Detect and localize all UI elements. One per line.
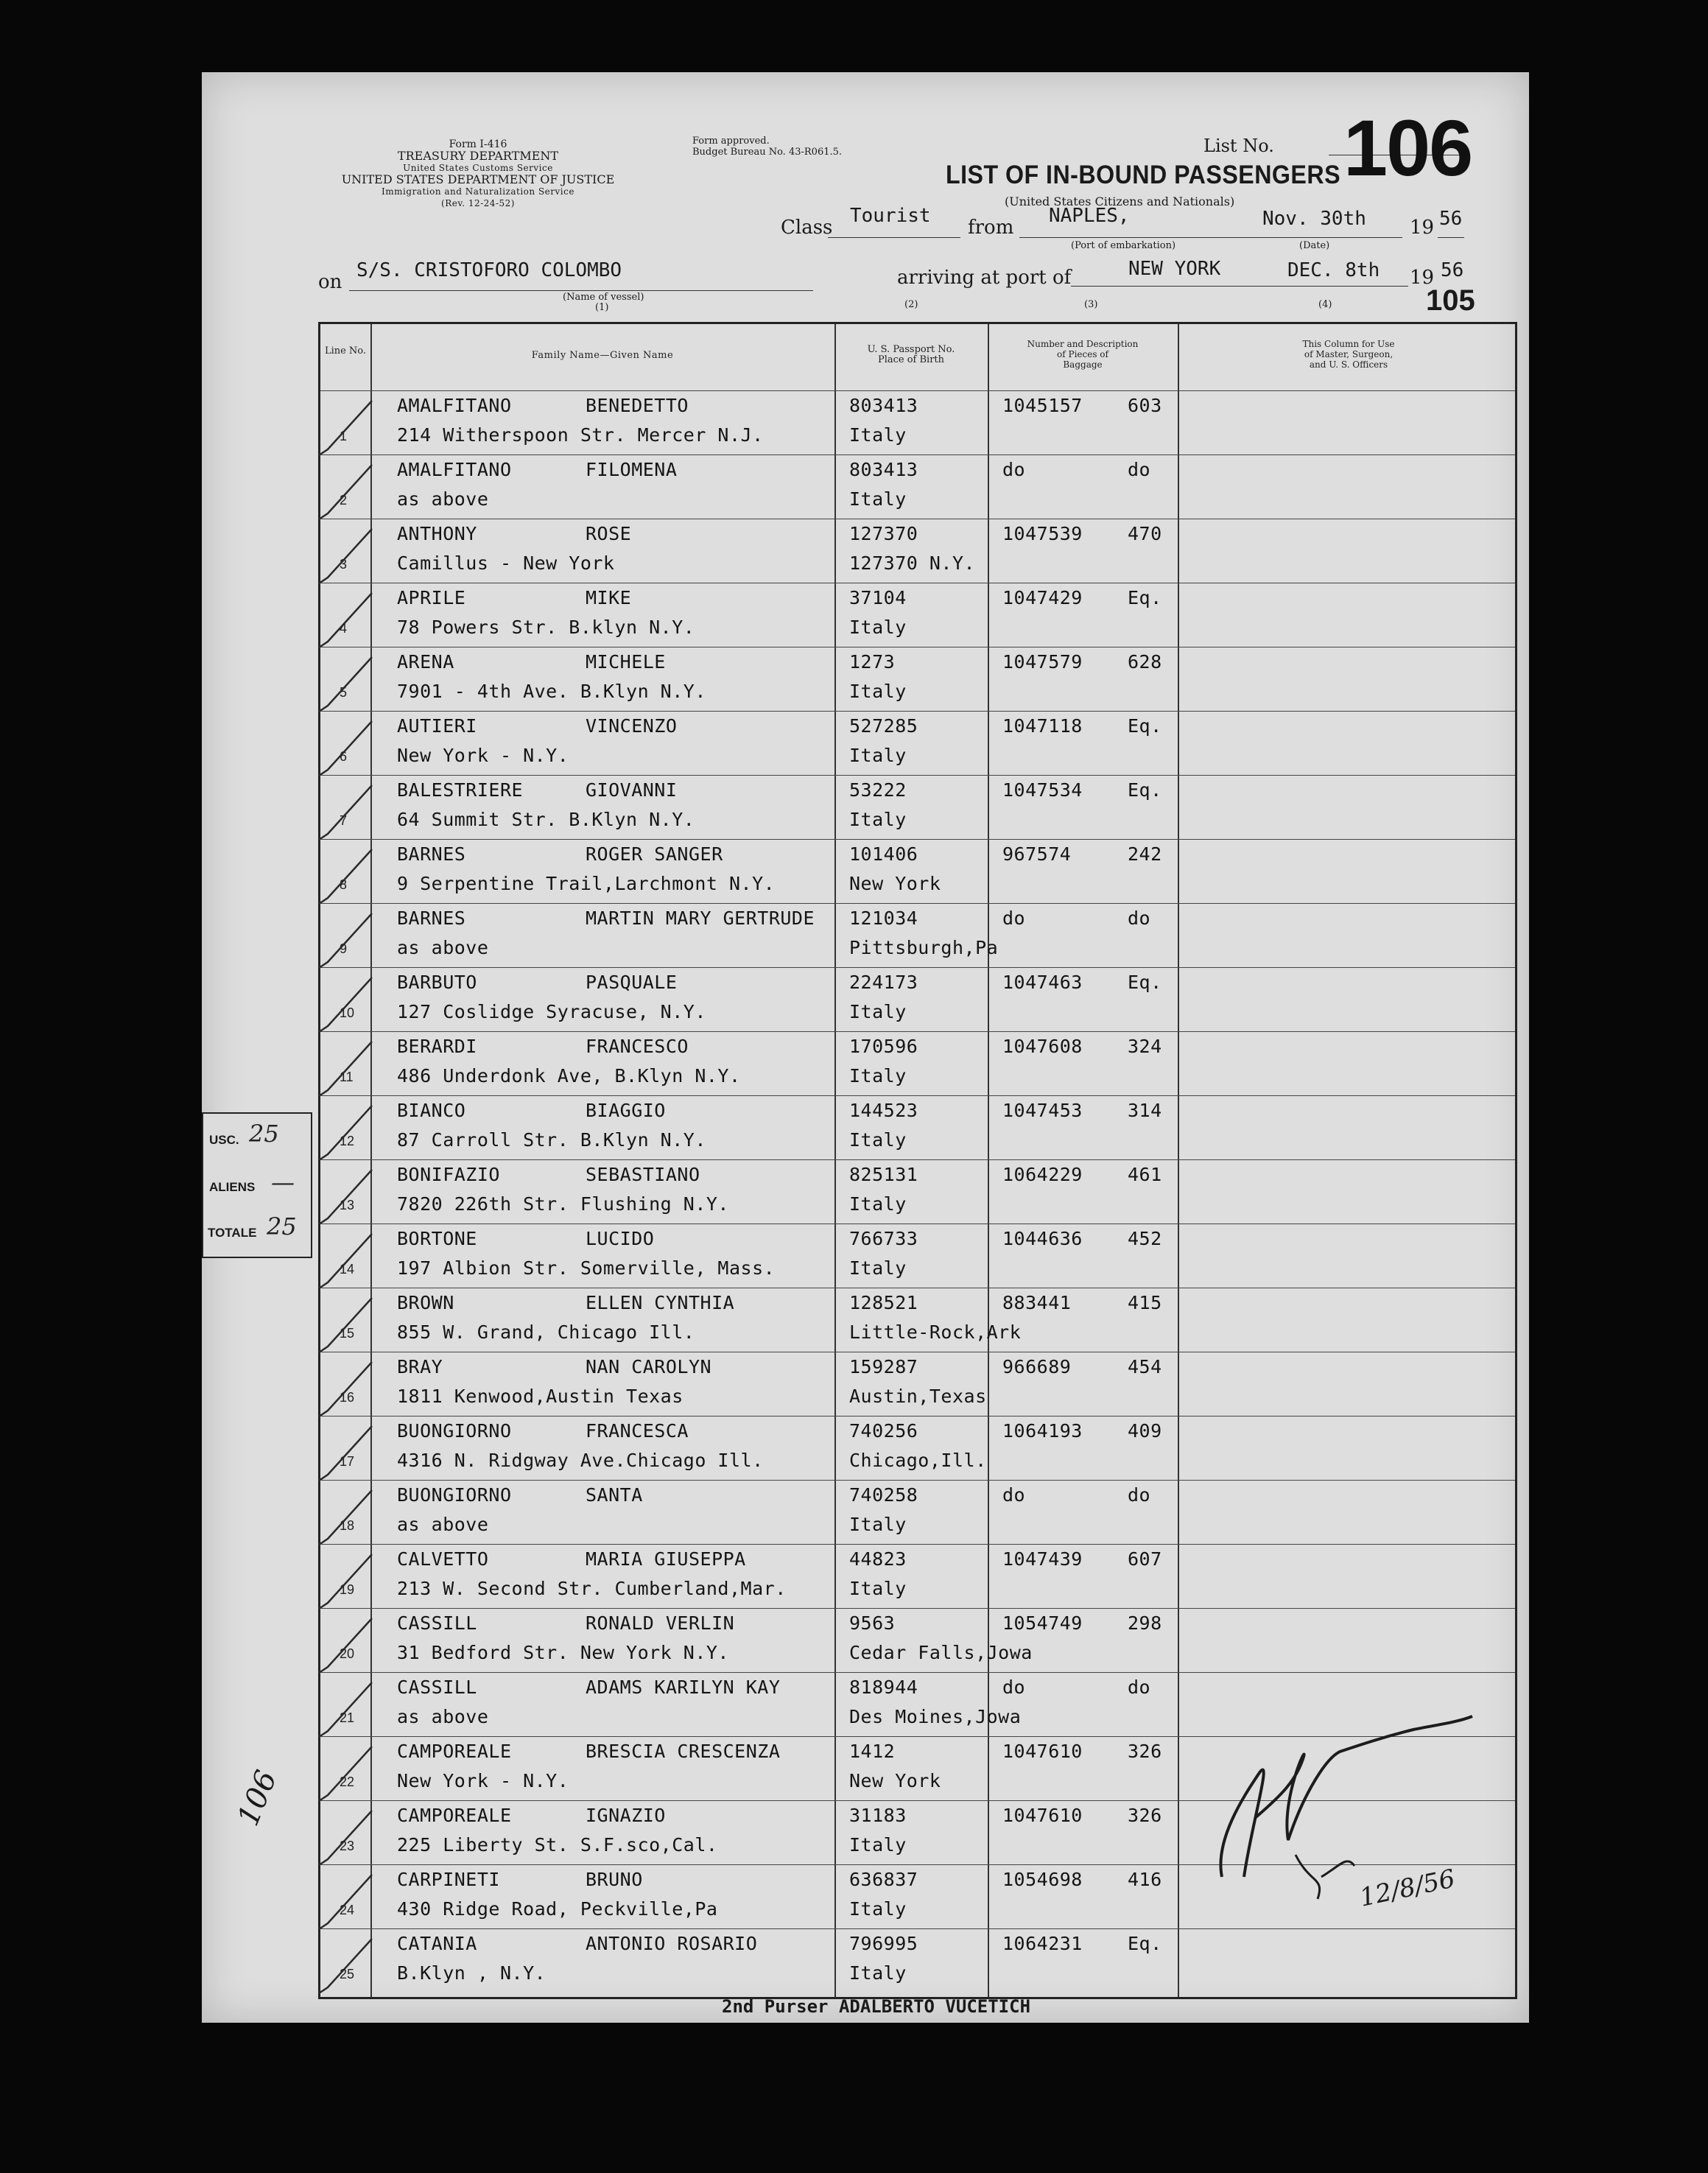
cell-given: ANTONIO ROSARIO xyxy=(586,1933,758,1954)
cell-bag1: 1044636 xyxy=(1002,1228,1083,1249)
cell-bag1: 1047429 xyxy=(1002,587,1083,608)
table-row xyxy=(320,839,1515,903)
date-caption: (Date) xyxy=(1299,240,1330,251)
cell-birth: Italy xyxy=(849,1898,907,1920)
cell-bag2: 628 xyxy=(1128,651,1162,673)
cell-family: CALVETTO xyxy=(397,1548,489,1570)
cell-passport: 803413 xyxy=(849,395,918,416)
cell-birth: Cedar Falls,Jowa xyxy=(849,1642,1033,1663)
table-row xyxy=(320,1608,1515,1672)
cell-passport: 740256 xyxy=(849,1420,918,1442)
cell-given: FRANCESCO xyxy=(586,1036,689,1057)
cell-family: BUONGIORNO xyxy=(397,1420,512,1442)
class-label: Class xyxy=(781,217,833,239)
cell-given: RONALD VERLIN xyxy=(586,1612,735,1634)
cell-bag2: 603 xyxy=(1128,395,1162,416)
table-row xyxy=(320,903,1515,967)
table-row xyxy=(320,647,1515,711)
line-number: 13 xyxy=(340,1198,355,1212)
cell-birth: New York xyxy=(849,873,941,894)
cell-bag2: do xyxy=(1128,459,1151,480)
arrival-date: DEC. 8th xyxy=(1287,259,1380,281)
header-passport-line1: U. S. Passport No. xyxy=(867,344,955,355)
table-row xyxy=(320,390,1515,454)
table-row xyxy=(320,1352,1515,1416)
line-number: 7 xyxy=(340,813,348,828)
line-number: 19 xyxy=(340,1582,355,1597)
cell-family: BERARDI xyxy=(397,1036,477,1057)
line-number: 21 xyxy=(340,1710,355,1725)
cell-passport: 37104 xyxy=(849,587,907,608)
cell-given: LUCIDO xyxy=(586,1228,655,1249)
cell-family: CATANIA xyxy=(397,1933,477,1954)
table-row xyxy=(320,1224,1515,1288)
line-number: 11 xyxy=(340,1070,354,1084)
form-identification xyxy=(312,138,644,209)
cell-bag1: 1047579 xyxy=(1002,651,1083,673)
header-name: Family Name—Given Name xyxy=(531,350,674,361)
line-number: 1 xyxy=(340,429,348,443)
line-number: 10 xyxy=(340,1005,355,1020)
cell-address: 225 Liberty St. S.F.sco,Cal. xyxy=(397,1834,718,1856)
cell-bag1: 1047463 xyxy=(1002,972,1083,993)
cell-bag2: 416 xyxy=(1128,1869,1162,1890)
signature-date: 12/8/56 xyxy=(1357,1864,1458,1913)
cell-passport: 636837 xyxy=(849,1869,918,1890)
cell-bag2: 461 xyxy=(1128,1164,1162,1185)
cell-address: 214 Witherspoon Str. Mercer N.J. xyxy=(397,424,764,446)
usc-label: USC. xyxy=(209,1133,239,1147)
signature-scrawl xyxy=(1220,1716,1472,1877)
from-value: NAPLES, xyxy=(1049,205,1130,227)
cell-bag2: 415 xyxy=(1128,1292,1162,1313)
cell-passport: 1273 xyxy=(849,651,896,673)
from-label: from xyxy=(968,217,1014,239)
cell-address: New York - N.Y. xyxy=(397,745,569,766)
cell-address: 855 W. Grand, Chicago Ill. xyxy=(397,1321,695,1343)
cell-address: 31 Bedford Str. New York N.Y. xyxy=(397,1642,729,1663)
cell-bag1: 1064229 xyxy=(1002,1164,1083,1185)
table-row xyxy=(320,1095,1515,1159)
line-number: 18 xyxy=(340,1518,355,1533)
class-underline xyxy=(828,237,960,238)
cell-given: FILOMENA xyxy=(586,459,678,480)
cell-given: IGNAZIO xyxy=(586,1805,666,1826)
cell-passport: 53222 xyxy=(849,779,907,801)
cell-birth: Chicago,Ill. xyxy=(849,1450,987,1471)
cell-bag2: do xyxy=(1128,1484,1151,1506)
cell-address: 4316 N. Ridgway Ave.Chicago Ill. xyxy=(397,1450,764,1471)
table-row xyxy=(320,454,1515,519)
cell-address: 7901 - 4th Ave. B.Klyn N.Y. xyxy=(397,681,706,702)
cell-bag2: do xyxy=(1128,908,1151,929)
cell-passport: 127370 xyxy=(849,523,918,544)
cell-bag1: 1047534 xyxy=(1002,779,1083,801)
caption-1: (1) xyxy=(595,302,609,313)
cell-given: PASQUALE xyxy=(586,972,678,993)
cell-passport: 803413 xyxy=(849,459,918,480)
cell-given: VINCENZO xyxy=(586,715,678,737)
cell-given: BRESCIA CRESCENZA xyxy=(586,1741,781,1762)
cell-family: ARENA xyxy=(397,651,454,673)
ins-service: Immigration and Naturalization Service xyxy=(382,186,574,197)
margin-list-number: 106 xyxy=(231,1766,284,1831)
cell-passport: 101406 xyxy=(849,843,918,865)
cell-family: CASSILL xyxy=(397,1612,477,1634)
header-officers xyxy=(1178,339,1519,370)
cell-bag2: 298 xyxy=(1128,1612,1162,1634)
cell-given: BENEDETTO xyxy=(586,395,689,416)
header-officers-line1: This Column for Use xyxy=(1302,339,1395,349)
cell-bag1: 1047439 xyxy=(1002,1548,1083,1570)
table-row xyxy=(320,519,1515,583)
total-label: TOTALE xyxy=(208,1226,257,1240)
cell-bag1: 966689 xyxy=(1002,1356,1072,1377)
cell-birth: Little-Rock,Ark xyxy=(849,1321,1022,1343)
line-number: 6 xyxy=(340,749,348,764)
cell-address: as above xyxy=(397,1706,489,1727)
on-label: on xyxy=(318,271,342,293)
cell-address: 127 Coslidge Syracuse, N.Y. xyxy=(397,1001,706,1022)
cell-passport: 527285 xyxy=(849,715,918,737)
check-mark xyxy=(313,1936,379,2002)
treasury-dept: TREASURY DEPARTMENT xyxy=(397,149,559,163)
depart-date: Nov. 30th xyxy=(1262,208,1366,230)
cell-birth: Italy xyxy=(849,1193,907,1215)
cell-bag2: 452 xyxy=(1128,1228,1162,1249)
cell-given: MARTIN MARY GERTRUDE xyxy=(586,908,815,929)
cell-address: 64 Summit Str. B.Klyn N.Y. xyxy=(397,809,695,830)
cell-bag2: Eq. xyxy=(1128,1933,1162,1954)
cell-birth: Italy xyxy=(849,1257,907,1279)
cell-address: 430 Ridge Road, Peckville,Pa xyxy=(397,1898,718,1920)
cell-bag1: 1047608 xyxy=(1002,1036,1083,1057)
port-embark-caption: (Port of embarkation) xyxy=(1071,240,1176,251)
table-row xyxy=(320,583,1515,647)
cell-given: ROSE xyxy=(586,523,632,544)
arrival-port: NEW YORK xyxy=(1128,258,1221,280)
cell-given: GIOVANNI xyxy=(586,779,678,801)
cell-bag2: 607 xyxy=(1128,1548,1162,1570)
cell-bag2: Eq. xyxy=(1128,779,1162,801)
cell-bag2: do xyxy=(1128,1677,1151,1698)
cell-birth: Italy xyxy=(849,488,907,510)
cell-family: APRILE xyxy=(397,587,466,608)
table-row xyxy=(320,1031,1515,1095)
cell-passport: 31183 xyxy=(849,1805,907,1826)
arrival-year: 56 xyxy=(1441,259,1464,281)
cell-birth: Italy xyxy=(849,1065,907,1086)
cell-birth: Des Moines,Jowa xyxy=(849,1706,1022,1727)
cell-passport: 170596 xyxy=(849,1036,918,1057)
class-value: Tourist xyxy=(850,205,931,227)
depart-year-prefix: 19 xyxy=(1410,217,1435,239)
table-row xyxy=(320,1928,1515,1993)
line-number: 12 xyxy=(340,1134,355,1148)
cell-bag1: 1064193 xyxy=(1002,1420,1083,1442)
cell-given: SANTA xyxy=(586,1484,643,1506)
cell-bag1: 1047610 xyxy=(1002,1805,1083,1826)
table-row xyxy=(320,1159,1515,1224)
cell-family: ANTHONY xyxy=(397,523,477,544)
arriving-label: arriving at port of xyxy=(897,267,1072,289)
cell-bag1: 1054698 xyxy=(1002,1869,1083,1890)
cell-bag2: 454 xyxy=(1128,1356,1162,1377)
line-number: 20 xyxy=(340,1646,355,1661)
cell-address: 486 Underdonk Ave, B.Klyn N.Y. xyxy=(397,1065,741,1086)
total-value: 25 xyxy=(267,1212,297,1240)
cell-passport: 1412 xyxy=(849,1741,896,1762)
line-number: 16 xyxy=(340,1390,355,1405)
cell-address: as above xyxy=(397,937,489,958)
cell-address: as above xyxy=(397,1514,489,1535)
justice-dept: UNITED STATES DEPARTMENT OF JUSTICE xyxy=(341,172,615,186)
caption-4: (4) xyxy=(1318,299,1332,310)
cell-passport: 121034 xyxy=(849,908,918,929)
cell-birth: Italy xyxy=(849,424,907,446)
vessel-underline xyxy=(349,290,813,291)
header-baggage xyxy=(988,339,1178,370)
cell-birth: Italy xyxy=(849,1578,907,1599)
arrival-underline xyxy=(1071,286,1408,287)
cell-birth: Italy xyxy=(849,1001,907,1022)
line-number: 8 xyxy=(340,877,348,892)
line-number: 4 xyxy=(340,621,348,636)
table-row xyxy=(320,775,1515,839)
cell-birth: 127370 N.Y. xyxy=(849,552,976,574)
form-number: Form I-416 xyxy=(449,138,507,150)
cell-given: MARIA GIUSEPPA xyxy=(586,1548,746,1570)
purser-signature-line: 2nd Purser ADALBERTO VUCETICH xyxy=(722,1996,1031,2017)
table-row xyxy=(320,967,1515,1031)
budget-bureau-line: Budget Bureau No. 43-R061.5. xyxy=(692,147,843,158)
cell-given: BRUNO xyxy=(586,1869,643,1890)
cell-passport: 825131 xyxy=(849,1164,918,1185)
line-number: 2 xyxy=(340,493,348,508)
cell-bag1: 1047118 xyxy=(1002,715,1083,737)
cell-bag2: Eq. xyxy=(1128,715,1162,737)
form-revision: (Rev. 12-24-52) xyxy=(441,198,515,208)
line-number: 9 xyxy=(340,941,348,956)
cell-birth: Italy xyxy=(849,745,907,766)
caption-3: (3) xyxy=(1084,299,1098,310)
cell-family: BORTONE xyxy=(397,1228,477,1249)
page-number: 105 xyxy=(1426,284,1475,317)
cell-passport: 128521 xyxy=(849,1292,918,1313)
cell-family: CARPINETI xyxy=(397,1869,500,1890)
approved-line: Form approved. xyxy=(692,136,770,147)
cell-passport: 796995 xyxy=(849,1933,918,1954)
aliens-label: ALIENS xyxy=(209,1180,256,1194)
cell-bag1: do xyxy=(1002,459,1026,480)
depart-year-underline xyxy=(1438,237,1464,238)
cell-given: ELLEN CYNTHIA xyxy=(586,1292,735,1313)
cell-birth: Italy xyxy=(849,809,907,830)
header-passport xyxy=(834,345,988,365)
cell-bag2: 314 xyxy=(1128,1100,1162,1121)
cell-bag1: do xyxy=(1002,1484,1026,1506)
cell-bag1: do xyxy=(1002,1677,1026,1698)
cell-bag1: 967574 xyxy=(1002,843,1072,865)
cell-passport: 159287 xyxy=(849,1356,918,1377)
cell-bag2: Eq. xyxy=(1128,972,1162,993)
cell-family: BALESTRIERE xyxy=(397,779,524,801)
cell-bag2: 409 xyxy=(1128,1420,1162,1442)
cell-address: 9 Serpentine Trail,Larchmont N.Y. xyxy=(397,873,776,894)
cell-given: FRANCESCA xyxy=(586,1420,689,1442)
cell-bag1: 1047610 xyxy=(1002,1741,1083,1762)
cell-bag1: 1047539 xyxy=(1002,523,1083,544)
cell-bag1: 883441 xyxy=(1002,1292,1072,1313)
header-officers-line3: and U. S. Officers xyxy=(1309,359,1388,370)
cell-bag2: 242 xyxy=(1128,843,1162,865)
cell-bag2: Eq. xyxy=(1128,587,1162,608)
usc-value: 25 xyxy=(249,1120,279,1148)
header-baggage-line3: Baggage xyxy=(1063,359,1103,370)
table-row xyxy=(320,711,1515,775)
cell-birth: Italy xyxy=(849,1514,907,1535)
cell-given: NAN CAROLYN xyxy=(586,1356,712,1377)
cell-bag2: 324 xyxy=(1128,1036,1162,1057)
tally-box xyxy=(202,1112,312,1258)
signature-initials xyxy=(1296,1855,1354,1899)
line-number: 17 xyxy=(340,1454,355,1469)
line-number: 5 xyxy=(340,685,348,700)
cell-birth: Italy xyxy=(849,1962,907,1984)
table-row xyxy=(320,1544,1515,1608)
cell-family: BARNES xyxy=(397,908,466,929)
cell-family: CAMPOREALE xyxy=(397,1805,512,1826)
header-baggage-line2: of Pieces of xyxy=(1057,349,1108,359)
cell-passport: 44823 xyxy=(849,1548,907,1570)
cell-passport: 818944 xyxy=(849,1677,918,1698)
header-passport-line2: Place of Birth xyxy=(877,354,945,365)
cell-family: BUONGIORNO xyxy=(397,1484,512,1506)
cell-birth: Italy xyxy=(849,1129,907,1151)
cell-family: CASSILL xyxy=(397,1677,477,1698)
table-row xyxy=(320,1416,1515,1480)
cell-passport: 144523 xyxy=(849,1100,918,1121)
cell-bag2: 470 xyxy=(1128,523,1162,544)
document-subtitle: (United States Citizens and Nationals) xyxy=(1005,194,1235,208)
cell-bag2: 326 xyxy=(1128,1805,1162,1826)
cell-address: 1811 Kenwood,Austin Texas xyxy=(397,1386,683,1407)
cell-given: MIKE xyxy=(586,587,632,608)
from-underline xyxy=(1019,237,1402,238)
cell-birth: Italy xyxy=(849,1834,907,1856)
line-number: 22 xyxy=(340,1774,355,1789)
document-title: LIST OF IN-BOUND PASSENGERS xyxy=(946,161,1341,189)
cell-address: 213 W. Second Str. Cumberland,Mar. xyxy=(397,1578,787,1599)
caption-2: (2) xyxy=(904,299,918,310)
cell-given: BIAGGIO xyxy=(586,1100,666,1121)
line-number: 23 xyxy=(340,1839,355,1853)
cell-given: ADAMS KARILYN KAY xyxy=(586,1677,781,1698)
cell-family: AMALFITANO xyxy=(397,459,512,480)
line-number: 24 xyxy=(340,1903,355,1917)
cell-passport: 766733 xyxy=(849,1228,918,1249)
officer-signature xyxy=(1192,1707,1502,1928)
arrival-year-prefix: 19 xyxy=(1410,267,1435,289)
cell-address: as above xyxy=(397,488,489,510)
cell-address: New York - N.Y. xyxy=(397,1770,569,1791)
cell-bag1: 1047453 xyxy=(1002,1100,1083,1121)
cell-address: 78 Powers Str. B.klyn N.Y. xyxy=(397,617,695,638)
passenger-manifest-sheet xyxy=(202,72,1529,2023)
cell-given: ROGER SANGER xyxy=(586,843,723,865)
cell-birth: New York xyxy=(849,1770,941,1791)
cell-address: Camillus - New York xyxy=(397,552,615,574)
cell-address: 7820 226th Str. Flushing N.Y. xyxy=(397,1193,729,1215)
line-number: 15 xyxy=(340,1326,355,1341)
cell-birth: Italy xyxy=(849,617,907,638)
cell-family: BARNES xyxy=(397,843,466,865)
depart-year: 56 xyxy=(1439,208,1463,230)
line-number: 14 xyxy=(340,1262,355,1277)
cell-bag1: 1054749 xyxy=(1002,1612,1083,1634)
cell-bag1: 1045157 xyxy=(1002,395,1083,416)
cell-family: BARBUTO xyxy=(397,972,477,993)
cell-family: BROWN xyxy=(397,1292,454,1313)
cell-bag1: 1064231 xyxy=(1002,1933,1083,1954)
header-baggage-line1: Number and Description xyxy=(1027,339,1139,349)
cell-passport: 9563 xyxy=(849,1612,896,1634)
line-number: 3 xyxy=(340,557,348,572)
cell-address: 197 Albion Str. Somerville, Mass. xyxy=(397,1257,776,1279)
customs-service: United States Customs Service xyxy=(403,163,553,173)
cell-family: BRAY xyxy=(397,1356,443,1377)
form-approved xyxy=(692,136,842,158)
cell-birth: Italy xyxy=(849,681,907,702)
cell-family: BIANCO xyxy=(397,1100,466,1121)
cell-birth: Austin,Texas xyxy=(849,1386,987,1407)
cell-family: BONIFAZIO xyxy=(397,1164,500,1185)
table-row xyxy=(320,1288,1515,1352)
cell-bag1: do xyxy=(1002,908,1026,929)
cell-birth: Pittsburgh,Pa xyxy=(849,937,999,958)
table-row xyxy=(320,1480,1515,1544)
cell-address: 87 Carroll Str. B.Klyn N.Y. xyxy=(397,1129,706,1151)
vessel-name: S/S. CRISTOFORO COLOMBO xyxy=(356,259,622,281)
cell-family: CAMPOREALE xyxy=(397,1741,512,1762)
line-number: 25 xyxy=(340,1967,355,1981)
list-no-value: 106 xyxy=(1343,103,1472,192)
list-no-label: List No. xyxy=(1203,136,1274,156)
cell-given: MICHELE xyxy=(586,651,666,673)
header-line-no: Line No. xyxy=(324,345,367,357)
cell-bag2: 326 xyxy=(1128,1741,1162,1762)
vessel-caption: (Name of vessel) xyxy=(563,292,644,303)
aliens-value: — xyxy=(271,1168,295,1196)
header-officers-line2: of Master, Surgeon, xyxy=(1304,349,1394,359)
cell-given: SEBASTIANO xyxy=(586,1164,700,1185)
cell-passport: 224173 xyxy=(849,972,918,993)
cell-family: AUTIERI xyxy=(397,715,477,737)
cell-address: B.Klyn , N.Y. xyxy=(397,1962,547,1984)
cell-family: AMALFITANO xyxy=(397,395,512,416)
cell-passport: 740258 xyxy=(849,1484,918,1506)
